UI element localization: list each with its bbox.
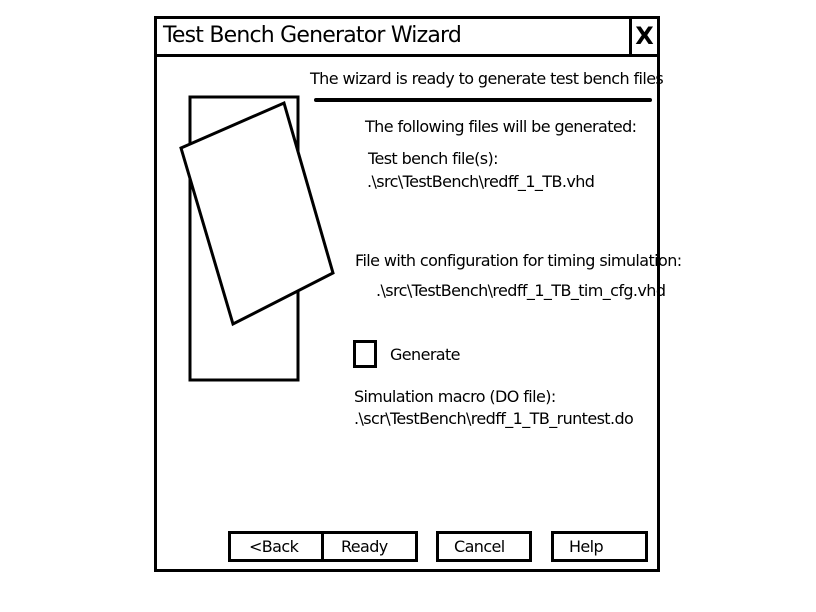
testbench-path: .\src\TestBench\redff_1_TB.vhd [367, 172, 595, 191]
ready-heading: The wizard is ready to generate test bench files [310, 69, 664, 88]
window-title: Test Bench Generator Wizard [163, 23, 462, 48]
testbench-label: Test bench file(s): [368, 149, 498, 168]
cancel-button[interactable]: Cancel [436, 531, 532, 562]
ready-button[interactable]: Ready [321, 531, 418, 562]
files-intro-text: The following files will be generated: [365, 117, 637, 136]
back-button[interactable]: <Back [228, 531, 324, 562]
generate-label: Generate [390, 345, 460, 364]
generate-checkbox[interactable] [353, 340, 377, 368]
heading-divider [314, 98, 652, 102]
timing-config-path: .\src\TestBench\redff_1_TB_tim_cfg.vhd [376, 281, 666, 300]
timing-config-label: File with configuration for timing simulation: [355, 251, 682, 270]
macro-label: Simulation macro (DO file): [354, 387, 556, 406]
help-button[interactable]: Help [551, 531, 648, 562]
close-icon: X [635, 22, 654, 50]
macro-path: .\scr\TestBench\redff_1_TB_runtest.do [354, 409, 634, 428]
wizard-window [154, 16, 682, 572]
